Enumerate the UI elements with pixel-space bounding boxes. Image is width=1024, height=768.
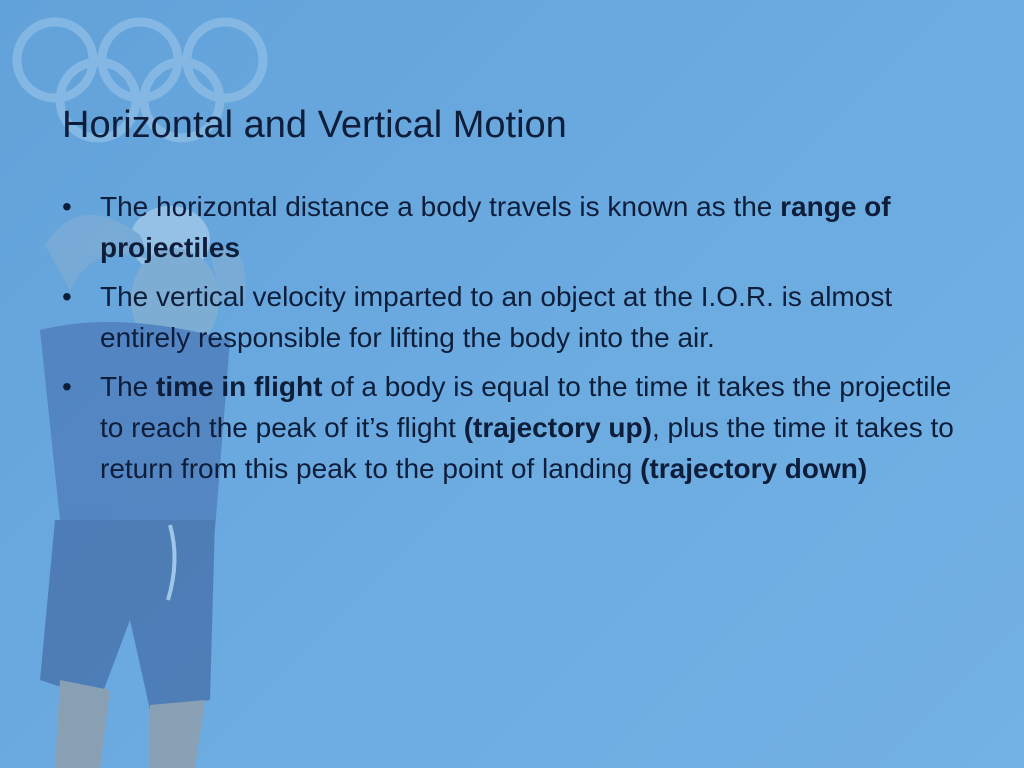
bullet-bold-text: (trajectory up)	[463, 412, 652, 443]
bullet-text: The horizontal distance a body travels is known as the	[100, 191, 781, 222]
bullet-item	[62, 186, 962, 268]
bullet-bold-text: (trajectory down)	[640, 453, 868, 484]
bullet-list	[62, 186, 962, 497]
bullet-bold-text: time in flight	[156, 371, 323, 402]
bullet-bold-text: range of projectiles	[100, 191, 891, 263]
bullet-marker: •	[62, 371, 72, 402]
bullet-text: of a body is equal to the time it takes the projectile to reach the peak of it’s flight	[100, 371, 952, 443]
slide-title: Horizontal and Vertical Motion	[62, 104, 567, 146]
bullet-marker: •	[62, 281, 72, 312]
bullet-item	[62, 366, 962, 489]
bullet-text: , plus the time it takes to return from this peak to the point of landing	[100, 412, 954, 484]
bullet-text: The	[100, 371, 157, 402]
bullet-item	[62, 276, 962, 358]
bullet-marker: •	[62, 191, 72, 222]
bullet-text: The vertical velocity imparted to an object at the I.O.R. is almost entirely responsible for lifting the body into the air.	[100, 281, 893, 353]
